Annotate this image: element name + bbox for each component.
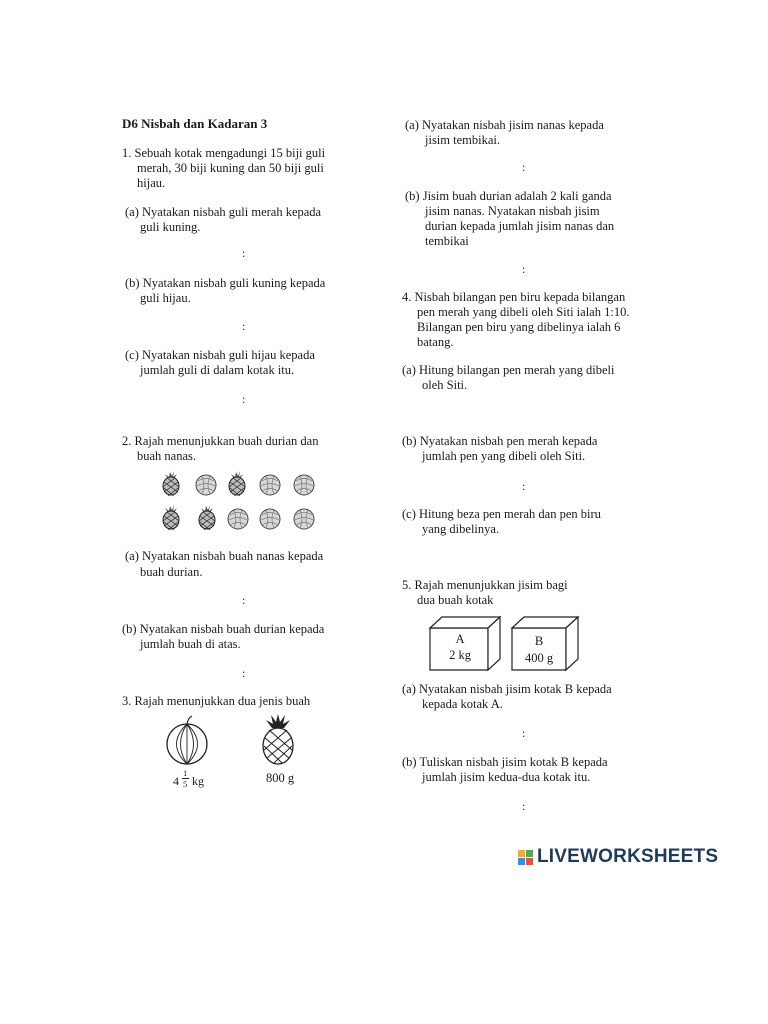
pineapple-large-icon — [258, 712, 298, 768]
q1c-line-1: (c) Nyatakan nisbah guli hijau kepada — [125, 348, 315, 362]
rb-answer-colon: : — [522, 262, 526, 276]
page-title: D6 Nisbah dan Kadaran 3 — [122, 116, 268, 131]
rb-line-4: tembikai — [425, 234, 469, 248]
q4a-line-1: (a) Hitung bilangan pen merah yang dibeli — [402, 363, 615, 377]
q4c-line-2: yang dibelinya. — [422, 522, 500, 536]
q2b-line-1: (b) Nyatakan nisbah buah durian kepada — [122, 622, 325, 636]
q5a-line-1: (a) Nyatakan nisbah jisim kotak B kepada — [402, 682, 612, 696]
durian-icon — [294, 475, 314, 495]
q4b-line-2: jumlah pen yang dibeli oleh Siti. — [422, 449, 586, 463]
durian-icon — [260, 509, 280, 529]
durian-icon — [196, 475, 216, 495]
ra-answer-colon: : — [522, 160, 526, 174]
q5b-answer-colon: : — [522, 799, 526, 813]
ra-line-1: (a) Nyatakan nisbah jisim nanas kepada — [405, 118, 604, 132]
liveworksheets-logo — [518, 846, 718, 868]
q1-line-2: merah, 30 biji kuning dan 50 biji guli — [137, 161, 324, 175]
q2b-answer-colon: : — [242, 666, 246, 680]
pineapple-mass: 800 g — [266, 771, 295, 785]
box-b-mass: 400 g — [524, 651, 554, 665]
q4-line-3: Bilangan pen biru yang dibelinya ialah 6 — [417, 320, 621, 334]
rb-line-2: jisim nanas. Nyatakan nisbah jisim — [425, 204, 600, 218]
q2-line-2: buah nanas. — [137, 449, 197, 463]
q1a-line-1: (a) Nyatakan nisbah guli merah kepada — [125, 205, 322, 219]
q1b-line-1: (b) Nyatakan nisbah guli kuning kepada — [125, 276, 326, 290]
rb-line-3: durian kepada jumlah jisim nanas dan — [425, 219, 615, 233]
q2a-line-2: buah durian. — [140, 565, 203, 579]
q5a-line-2: kepada kotak A. — [422, 697, 503, 711]
q5a-answer-colon: : — [522, 726, 526, 740]
q4b-answer-colon: : — [522, 479, 526, 493]
q5b-line-1: (b) Tuliskan nisbah jisim kotak B kepada — [402, 755, 608, 769]
watermelon-mass — [173, 768, 213, 792]
q4a-line-2: oleh Siti. — [422, 378, 468, 392]
watermelon-icon — [164, 714, 210, 766]
q4-line-4: batang. — [417, 335, 454, 349]
durian-icon — [260, 475, 280, 495]
durian-pineapple-diagram — [158, 470, 328, 536]
watermelon-mass-numerator: 1 — [183, 768, 188, 778]
durian-icon — [228, 509, 248, 529]
box-a-label: A — [455, 632, 465, 646]
q4b-line-1: (b) Nyatakan nisbah pen merah kepada — [402, 434, 598, 448]
pineapple-icon — [199, 505, 215, 530]
pineapple-icon — [163, 471, 179, 496]
q1-line-3: hijau. — [137, 176, 166, 190]
logo-text: LIVEWORKSHEETS — [537, 846, 719, 867]
q4-line-1: 4. Nisbah bilangan pen biru kepada bilangan — [402, 290, 626, 304]
q2a-answer-colon: : — [242, 593, 246, 607]
pineapple-icon — [163, 505, 179, 530]
q5-line-1: 5. Rajah menunjukkan jisim bagi — [402, 578, 568, 592]
q4c-line-1: (c) Hitung beza pen merah dan pen biru — [402, 507, 601, 521]
q1-line-1: 1. Sebuah kotak mengadungi 15 biji guli — [122, 146, 326, 160]
q3-line: 3. Rajah menunjukkan dua jenis buah — [122, 694, 311, 708]
q1b-answer-colon: : — [242, 319, 246, 333]
q4-line-2: pen merah yang dibeli oleh Siti ialah 1:10. — [417, 305, 630, 319]
box-b-label: B — [534, 634, 544, 648]
q5b-line-2: jumlah jisim kedua-dua kotak itu. — [422, 770, 591, 784]
q1a-answer-colon: : — [242, 246, 246, 260]
q5-line-2: dua buah kotak — [417, 593, 494, 607]
watermelon-mass-unit: kg — [192, 774, 204, 788]
liveworksheets-logo-icon — [518, 850, 533, 865]
box-a-mass: 2 kg — [449, 648, 471, 662]
q1c-line-2: jumlah guli di dalam kotak itu. — [140, 363, 295, 377]
q2a-line-1: (a) Nyatakan nisbah buah nanas kepada — [125, 549, 324, 563]
durian-icon — [294, 509, 314, 529]
watermelon-mass-denominator: 5 — [183, 779, 188, 789]
rb-line-1: (b) Jisim buah durian adalah 2 kali ganda — [405, 189, 612, 203]
ra-line-2: jisim tembikai. — [425, 133, 500, 147]
q1a-line-2: guli kuning. — [140, 220, 201, 234]
q1b-line-2: guli hijau. — [140, 291, 191, 305]
pineapple-icon — [229, 471, 245, 496]
q2-line-1: 2. Rajah menunjukkan buah durian dan — [122, 434, 319, 448]
q1c-answer-colon: : — [242, 392, 246, 406]
q2b-line-2: jumlah buah di atas. — [140, 637, 241, 651]
watermelon-mass-whole: 4 — [173, 774, 179, 788]
